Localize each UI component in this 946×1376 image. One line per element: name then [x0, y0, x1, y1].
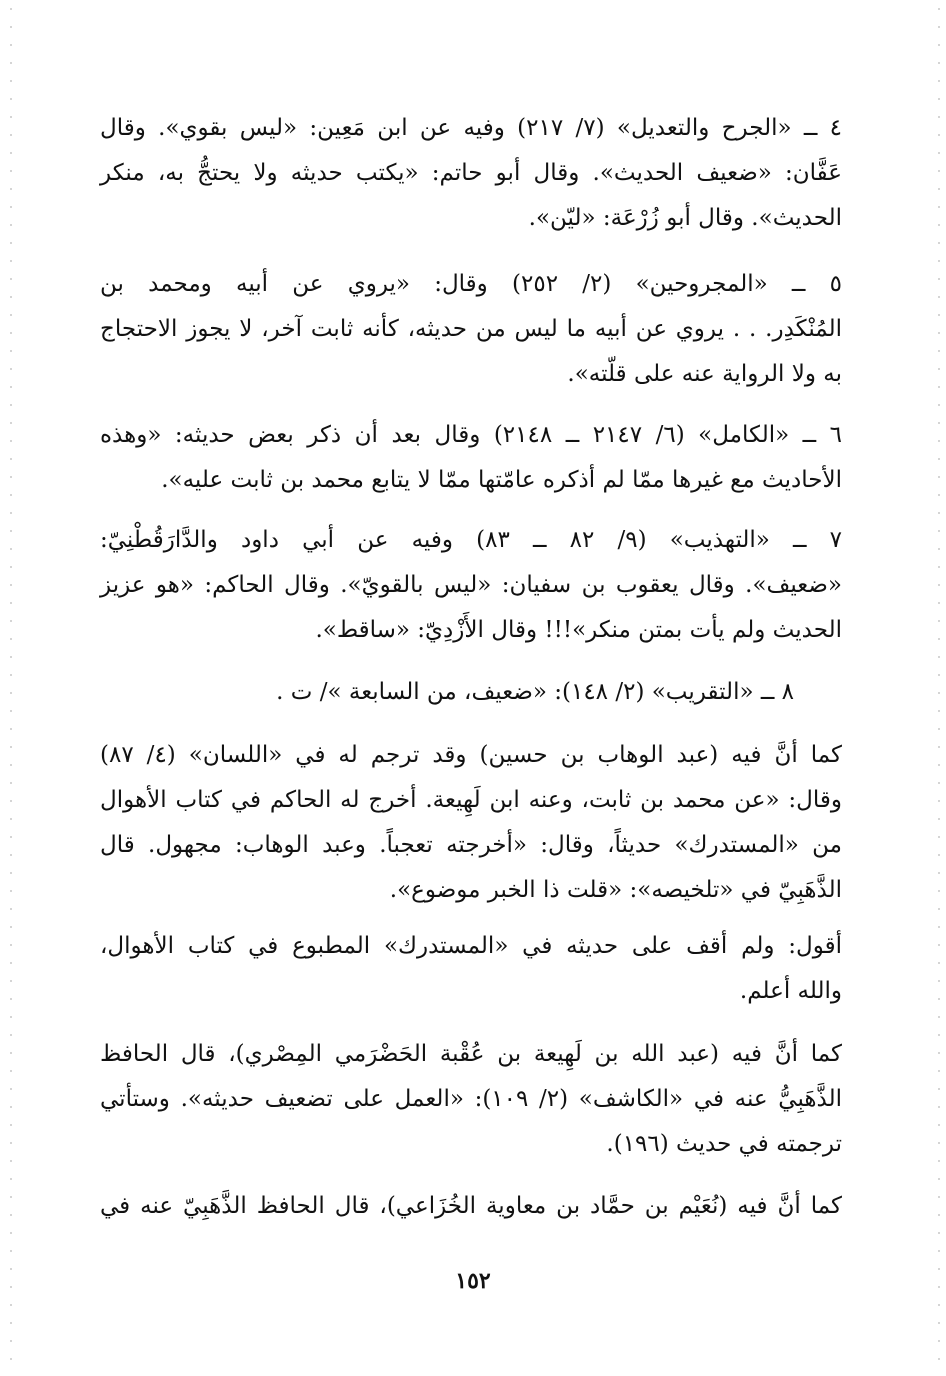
scan-edge-right	[938, 0, 940, 1376]
paragraph-entry-5	[100, 262, 842, 397]
text-line: الحديث». وقال أبو زُرْعَة: «ليّن».	[528, 205, 842, 231]
text-line: كما أنَّ فيه (نُعَيْم بن حمَّاد بن معاوية الخُزَاعي)، قال الحافظ الذَّهَبِيّ عنه في	[100, 1193, 842, 1219]
text-line: ٥ ــ «المجروحين» (٢/ ٢٥٢) وقال: «يروي عن أبيه ومحمد بن	[100, 271, 842, 297]
text-line: ٧ ــ «التهذيب» (٩/ ٨٢ ــ ٨٣) وفيه عن أبي داود والدَّارَقُطْنِيّ:	[100, 527, 843, 553]
paragraph-entry-6	[100, 413, 842, 503]
paragraph-nuaym	[100, 1184, 842, 1229]
text-line: الذَّهَبِيّ في «تلخيصه»: «قلت ذا الخبر موضوع».	[389, 877, 842, 903]
text-line: ٤ ــ «الجرح والتعديل» (٧/ ٢١٧) وفيه عن ابن مَعِين: «ليس بقوي». وقال	[100, 115, 842, 141]
text-line: كما أنَّ فيه (عبد الوهاب بن حسين) وقد ترجم له في «اللسان» (٤/ ٨٧)	[100, 742, 842, 768]
text-line: المُنْكَدِر. . . يروي عن أبيه ما ليس من حديثه، كأنه ثابت آخر، لا يجوز الاحتجاج	[100, 316, 842, 342]
page-number: ١٥٢	[455, 1268, 491, 1294]
text-line: كما أنَّ فيه (عبد الله بن لَهِيعة بن عُقْبة الحَضْرَمي المِصْري)، قال الحافظ	[100, 1041, 842, 1067]
text-line: «ضعيف». وقال يعقوب بن سفيان: «ليس بالقويّ». وقال الحاكم: «هو عزيز	[100, 572, 842, 598]
text-line: الذَّهَبِيُّ عنه في «الكاشف» (٢/ ١٠٩): «العمل على تضعيف حديثه». وستأتي	[100, 1086, 842, 1112]
paragraph-aqulu	[100, 924, 842, 1014]
paragraph-abdulwahhab	[100, 733, 842, 913]
text-line: ٨ ــ «التقريب» (٢/ ١٤٨): «ضعيف، من السابعة »/ ت .	[276, 679, 794, 705]
scan-edge-left	[10, 0, 12, 1376]
paragraph-entry-7	[100, 518, 842, 653]
text-line: أقول: ولم أقف على حديثه في «المستدرك» المطبوع في كتاب الأهوال،	[100, 933, 842, 959]
text-line: ترجمته في حديث (١٩٦).	[606, 1131, 842, 1157]
text-line: من «المستدرك» حديثاً، وقال: «أخرجته تعجباً. وعبد الوهاب: مجهول. قال	[100, 832, 842, 858]
paragraph-entry-8	[100, 670, 842, 715]
text-line: الحديث ولم يأت بمتن منكر»!!! وقال الأَزْدِيّ: «ساقط».	[315, 617, 842, 643]
paragraph-entry-4	[100, 106, 842, 241]
text-line: عَفَّان: «ضعيف الحديث». وقال أبو حاتم: «يكتب حديثه ولا يحتجُّ به، منكر	[100, 160, 842, 186]
text-line: الأحاديث مع غيرها ممّا لم أذكره عامّتها ممّا لا يتابع محمد بن ثابت عليه».	[161, 467, 842, 493]
text-line: به ولا الرواية عنه على قلّته».	[567, 361, 842, 387]
text-line: والله أعلم.	[739, 978, 842, 1004]
text-line: ٦ ــ «الكامل» (٦/ ٢١٤٧ ــ ٢١٤٨) وقال بعد أن ذكر بعض حديثه: «وهذه	[100, 422, 842, 448]
paragraph-ibn-lahiah	[100, 1032, 842, 1167]
text-line: وقال: «عن محمد بن ثابت، وعنه ابن لَهِيعة. أخرج له الحاكم في كتاب الأهوال	[100, 787, 842, 813]
